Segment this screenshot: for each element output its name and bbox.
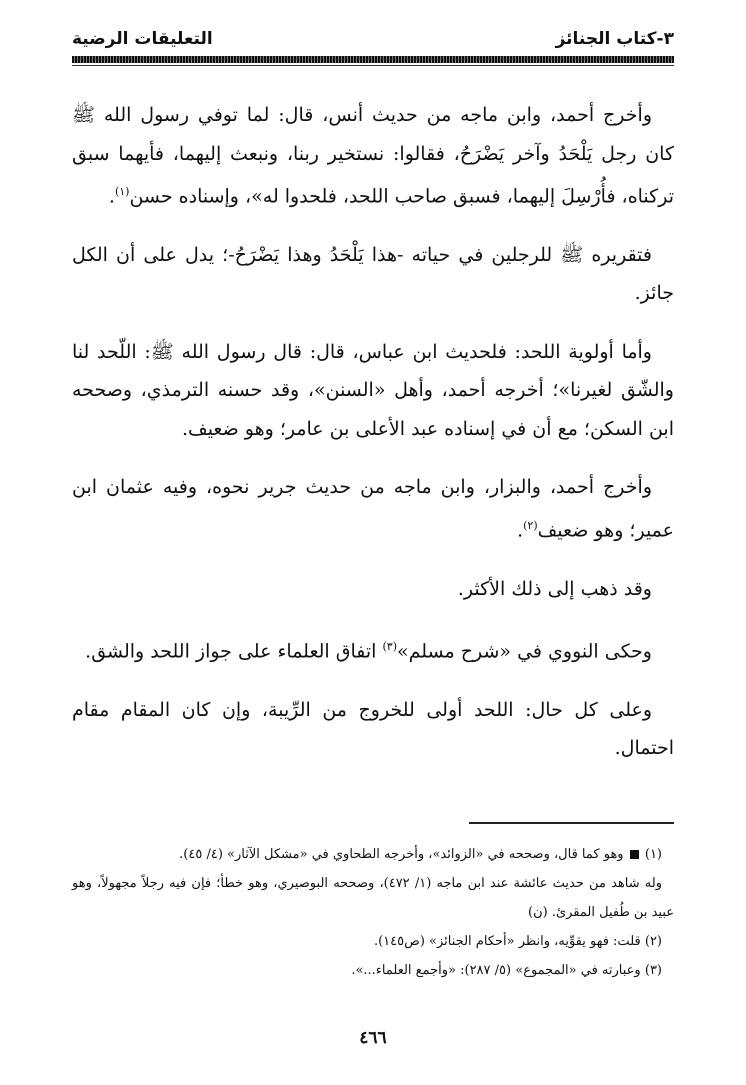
paragraph-text: فتقريره ﷺ للرجلين في حياته -هذا يَلْحَدُ وهذا يَضْرَحُ-؛ يدل على أن الكل جائز. xyxy=(72,243,674,305)
footnote-marker: (٢) xyxy=(644,934,662,949)
footnote-text: وهو كما قال، وصححه في «الزوائد»، وأخرجه الطحاوي في «مشكل الآثار» (٤/ ٤٥). xyxy=(179,847,624,862)
book-title: التعليقات الرضية xyxy=(72,29,213,49)
paragraph xyxy=(72,628,674,671)
paragraph xyxy=(72,96,674,216)
footnote-marker: (٣) xyxy=(644,963,662,978)
footnote-ref: (٢) xyxy=(523,518,538,532)
paragraph-text: وأخرج أحمد، وابن ماجه من حديث أنس، قال: لما توفي رسول الله ﷺ كان رجل يَلْحَدُ وآخر يَضْرَحُ، فقالوا: نستخير ربنا، ونبعث إليهما، فأيهما سبق تركناه، فأُرْسِلَ إليهما، فسبق صاحب اللحد، فلحدوا له»، وإسناده حسن xyxy=(72,104,674,208)
paragraph xyxy=(72,691,674,768)
paragraph-text: وقد ذهب إلى ذلك الأكثر. xyxy=(457,577,652,600)
footnote-ref: (١) xyxy=(114,185,130,198)
footnote-text: وله شاهد من حديث عائشة عند ابن ماجه (١/ ٤٧٢)، وصححه البوصيري، وهو خطأ؛ فإن فيه رجلاً مجهولاً، وهو عبيد بن طُفيل المقرئ. (ن) xyxy=(72,876,674,920)
paragraph-text: وأما أولوية اللحد: فلحديث ابن عباس، قال: قال رسول الله ﷺ: اللّحد لنا والشّق لغيرنا»؛ أخرجه أحمد، وأهل «السنن»، وقد حسنه الترمذي، وصححه ابن السكن؛ مع أن في إسناده عبد الأعلى بن عامر؛ وهو ضعيف. xyxy=(72,340,674,440)
footnote xyxy=(72,956,674,985)
footnote xyxy=(72,927,674,956)
paragraph xyxy=(72,333,674,449)
footnote xyxy=(72,840,674,869)
paragraph xyxy=(72,570,674,609)
footnote-text: وعبارته في «المجموع» (٥/ ٢٨٧): «وأجمع العلماء...». xyxy=(351,963,641,978)
body-text xyxy=(72,96,674,788)
paragraph-tail: اتفاق العلماء على جواز اللحد والشق. xyxy=(85,640,383,663)
footnote-separator xyxy=(469,822,674,824)
header-rule-thin xyxy=(72,65,674,66)
footnote-marker: (١) xyxy=(644,847,662,862)
running-header xyxy=(72,26,674,52)
square-mark-icon xyxy=(630,850,639,859)
header-rule xyxy=(72,56,674,63)
page-number: ٤٦٦ xyxy=(359,1028,387,1048)
footnote-ref: (٣) xyxy=(382,640,398,654)
footnote xyxy=(72,869,674,927)
paragraph-text: وعلى كل حال: اللحد أولى للخروج من الرِّيبة، وإن كان المقام مقام احتمال. xyxy=(72,698,674,760)
paragraph xyxy=(72,236,674,313)
paragraph-text: وحكى النووي في «شرح مسلم» xyxy=(397,640,652,663)
paragraph-tail: . xyxy=(108,185,115,208)
paragraph-tail: . xyxy=(517,519,524,542)
paragraph-text: وأخرج أحمد، والبزار، وابن ماجه من حديث جرير نحوه، وفيه عثمان ابن عمير؛ وهو ضعيف xyxy=(72,476,674,542)
chapter-title: ٣-كتاب الجنائز xyxy=(555,29,674,49)
paragraph xyxy=(72,468,674,549)
footnotes xyxy=(72,840,674,985)
footnote-text: قلت: فهو يقوِّيه، وانظر «أحكام الجنائز» (ص١٤٥). xyxy=(373,934,641,949)
